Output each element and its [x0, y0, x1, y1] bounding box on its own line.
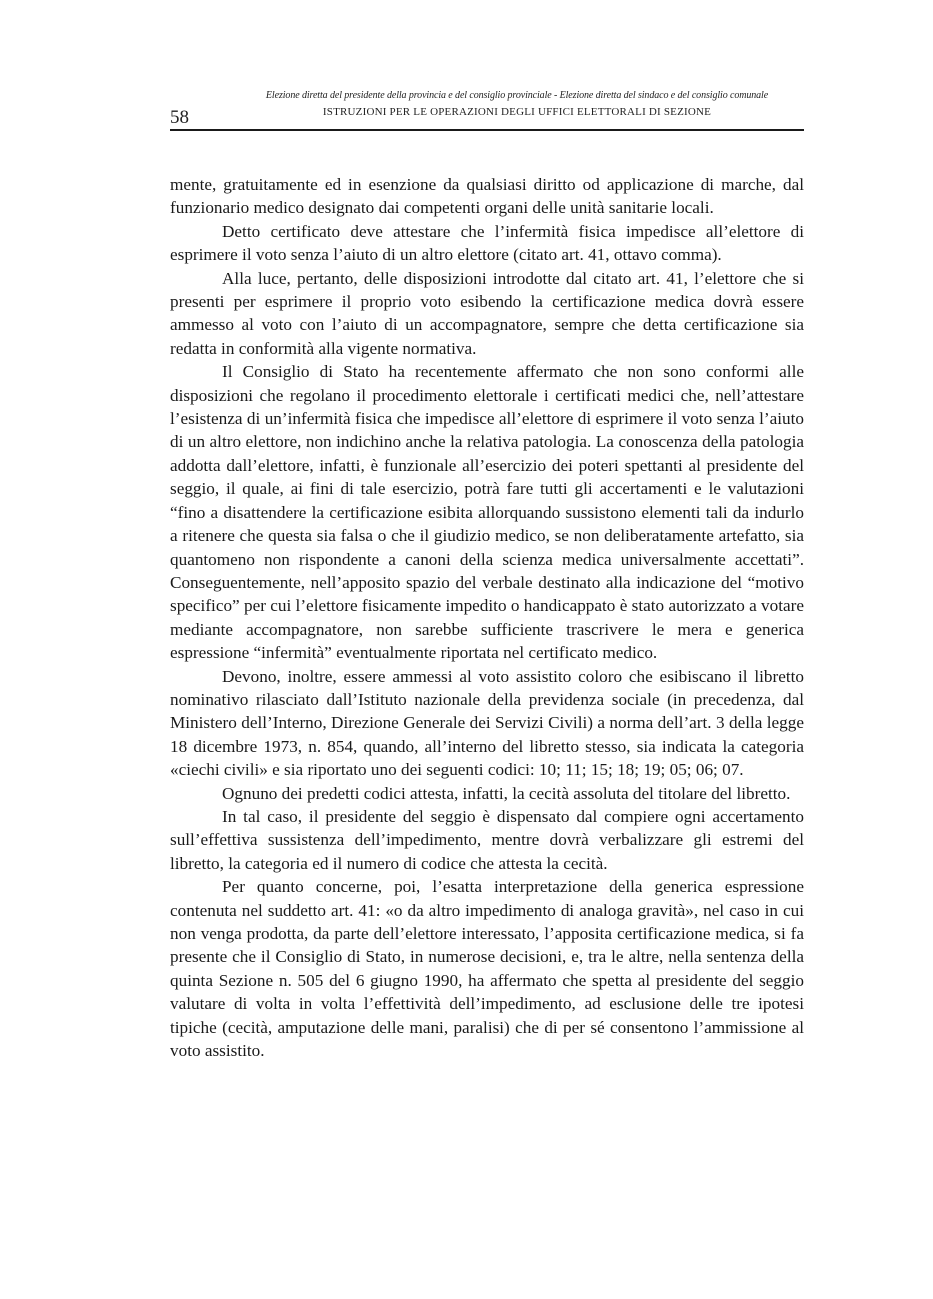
page-number: 58 — [170, 107, 189, 128]
paragraph: mente, gratuitamente ed in esenzione da qualsiasi diritto od applicazione di marche, dal funzionario medico designato dai competenti organi delle unità sanitarie locali. — [170, 175, 804, 218]
paragraph: In tal caso, il presidente del seggio è dispensato dal compiere ogni accertamento sull’effettiva sussistenza dell’impedimento, mentre dovrà verbalizzare gli estremi del libretto, la categoria ed il numero di codice che attesta la cecità. — [170, 806, 804, 873]
section-title: ISTRUZIONI PER LE OPERAZIONI DEGLI UFFICI ELETTORALI DI SEZIONE — [322, 106, 712, 118]
paragraph: Ognuno dei predetti codici attesta, infatti, la cecità assoluta del titolare del libretto. — [222, 783, 791, 803]
paragraph: Il Consiglio di Stato ha recentemente affermato che non sono conformi alle disposizioni che regolano il procedimento elettorale i certificati medici che, nell’attestare l’esistenza di un’infermità fisica che impedisce all’elettore di esprimere il voto senza l’aiuto di un altro elettore, non indichino anche la relativa patologia. La conoscenza della patologia addotta dall’elettore, infatti, è funzionale all’esercizio dei poteri spettanti al presidente del seggio, il quale, ai fini di tale esercizio, potrà fare tutti gli accertamenti e le valutazioni “fino a disattendere la certificazione esibita allorquando sussistono elementi tali da indurlo a ritenere che questa sia falsa o che il giudizio medico, se non deliberatamente artefatto, sia quantomeno non rispondente a canoni della scienza medica universalmente accettati”. Conseguentemente, nell’apposito spazio del verbale destinato alla indicazione del “motivo specifico” per cui l’elettore fisicamente impedito o handicappato è stato autorizzato a votare mediante accompagnatore, non sarebbe sufficiente trascrivere le mera e generica espressione “infermità” eventualmente riportata nel certificato medico. — [170, 362, 804, 663]
paragraph: Devono, inoltre, essere ammessi al voto assistito coloro che esibiscano il libretto nominativo rilasciato dall’Istituto nazionale della previdenza sociale (in precedenza, dal Ministero dell’Interno, Direzione Generale dei Servizi Civili) a norma dell’art. 3 della legge 18 dicembre 1973, n. 854, quando, all’interno del libretto stesso, sia indicata la categoria «ciechi civili» e sia riportato uno dei seguenti codici: 10; 11; 15; 18; 19; 05; 06; 07. — [170, 666, 804, 780]
page-header — [170, 90, 804, 132]
paragraph: Per quanto concerne, poi, l’esatta interpretazione della generica espressione contenuta nel suddetto art. 41: «o da altro impedimento di analoga gravità», nel caso in cui non venga prodotta, da parte dell’elettore interessato, l’apposita certificazione medica, si fa presente che il Consiglio di Stato, in numerose decisioni, e, tra le altre, nella sentenza della quinta Sezione n. 505 del 6 giugno 1990, ha affermato che spetta al presidente del seggio valutare di volta in volta l’effettività dell’impedimento, ad esclusione delle tre ipotesi tipiche (cecità, amputazione delle mani, paralisi) che di per sé consentono l’ammissione al voto assistito. — [170, 877, 804, 1061]
header-rule — [170, 129, 804, 131]
body-text — [170, 173, 804, 1062]
running-title: Elezione diretta del presidente della provincia e del consiglio provinciale - Elezione diretta del sindaco e del consiglio comunale — [265, 90, 769, 101]
paragraph: Alla luce, pertanto, delle disposizioni introdotte dal citato art. 41, l’elettore che si presenti per esprimere il proprio voto esibendo la certificazione medica dovrà essere ammesso al voto con l’aiuto di un accompagnatore, sempre che detta certificazione sia redatta in conformità alla vigente normativa. — [170, 268, 804, 358]
paragraph: Detto certificato deve attestare che l’infermità fisica impedisce all’elettore di esprimere il voto senza l’aiuto di un altro elettore (citato art. 41, ottavo comma). — [170, 221, 804, 265]
